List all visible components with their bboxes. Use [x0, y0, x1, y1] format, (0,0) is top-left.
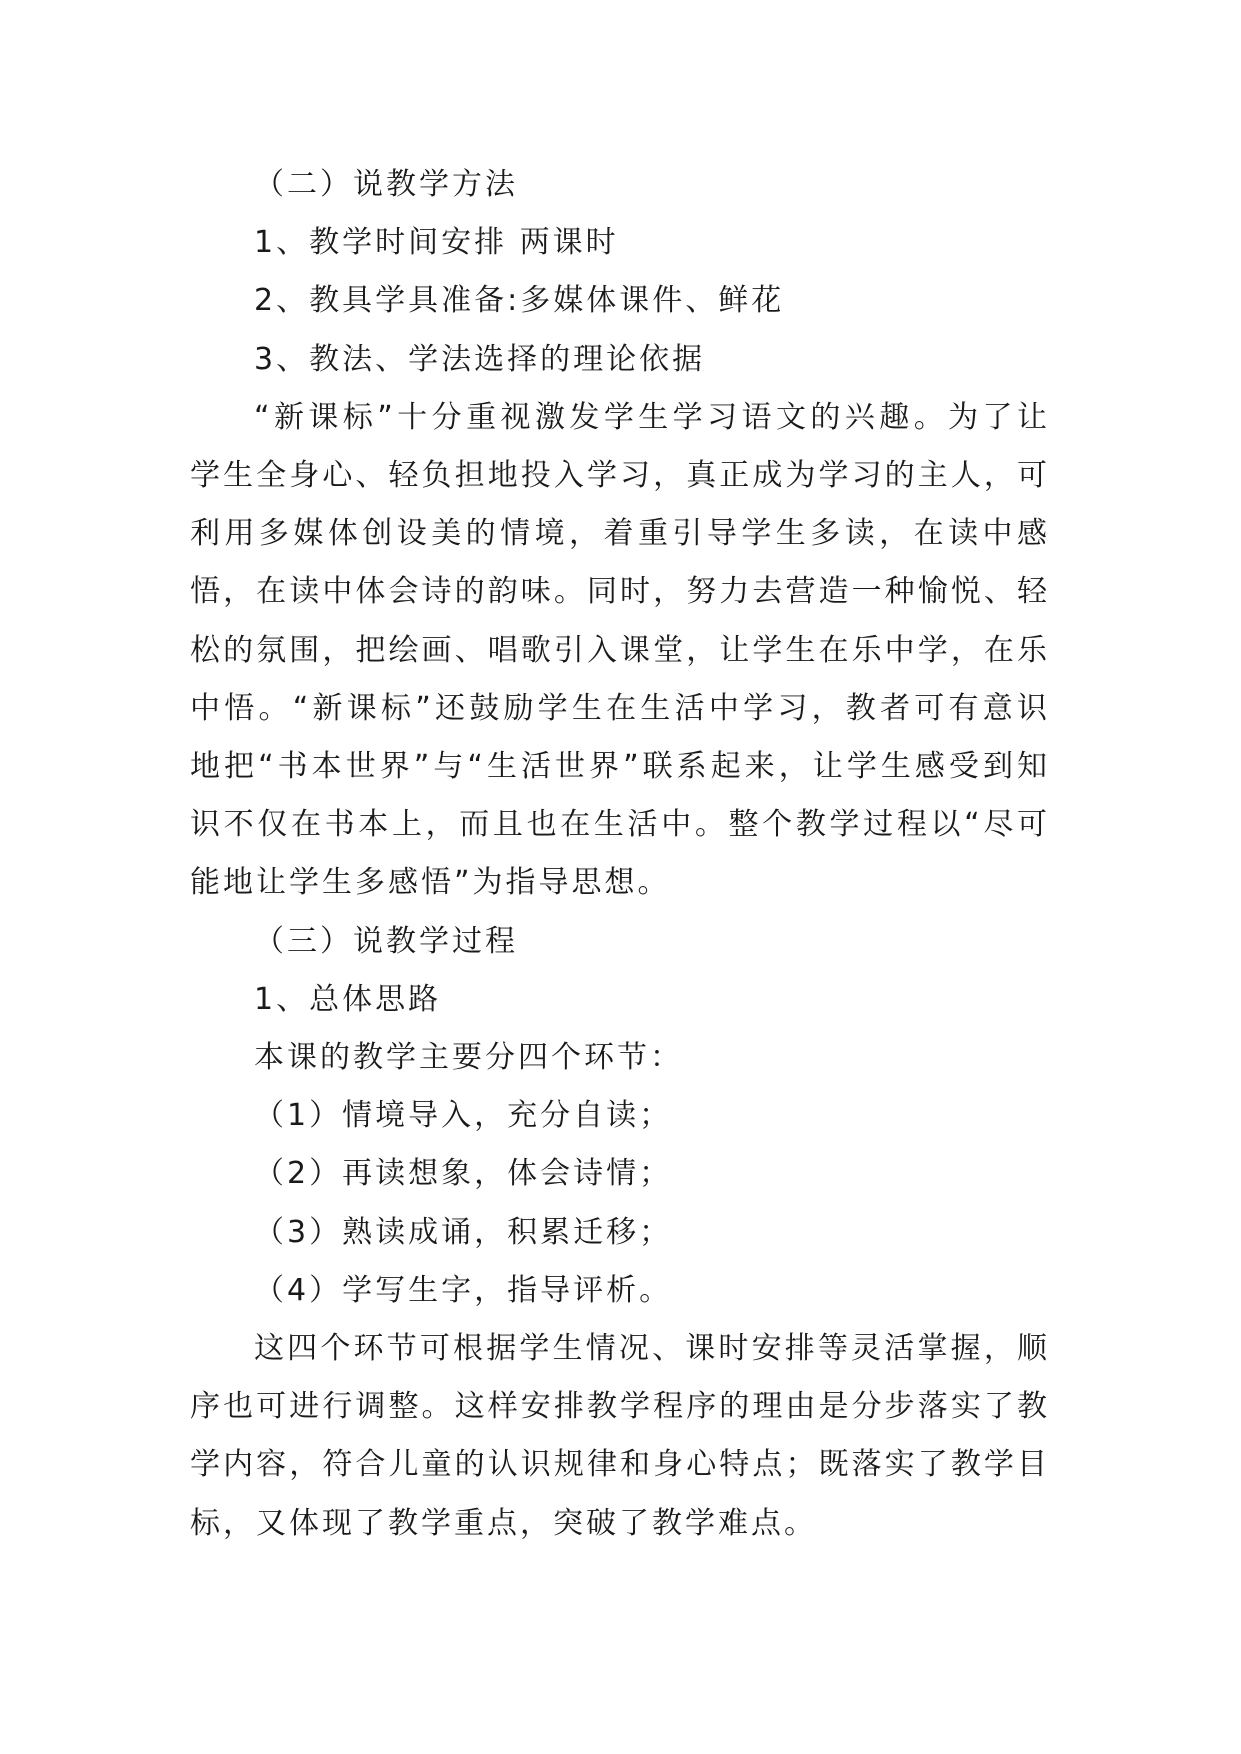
list-item-teaching-aids: 2、教具学具准备:多媒体课件、鲜花	[254, 283, 785, 319]
process-step: （2）再读想象，体会诗情；	[254, 1156, 673, 1192]
process-intro: 本课的教学主要分四个环节：	[254, 1040, 683, 1076]
section-heading-teaching-process: （三）说教学过程	[254, 923, 518, 959]
paragraph-process-rationale: 这四个环节可根据学生情况、课时安排等灵活掌握，顺序也可进行调整。这样安排教学程序的理由是分步落实了教学内容，符合儿童的认识规律和身心特点；既落实了教学目标，又体现了教学重点，突破了教学难点。	[190, 1331, 1050, 1541]
process-step: （4）学写生字，指导评析。	[254, 1272, 673, 1308]
list-item-overall-approach: 1、总体思路	[254, 981, 442, 1017]
list-item-time-arrangement: 1、教学时间安排 两课时	[254, 225, 619, 261]
process-step: （1）情境导入，充分自读；	[254, 1098, 673, 1134]
process-step: （3）熟读成诵，积累迁移；	[254, 1214, 673, 1250]
paragraph-new-curriculum: “新课标”十分重视激发学生学习语文的兴趣。为了让学生全身心、轻负担地投入学习，真正成为学习的主人，可利用多媒体创设美的情境，着重引导学生多读，在读中感悟，在读中体会诗的韵味。同时，努力去营造一种愉悦、轻松的氛围，把绘画、唱歌引入课堂，让学生在乐中学，在乐中悟。“新课标”还鼓励学生在生活中学习，教者可有意识地把“书本世界”与“生活世界”联系起来，让学生感受到知识不仅在书本上，而且也在生活中。整个教学过程以“尽可能地让学生多感悟”为指导思想。	[190, 399, 1050, 901]
section-heading-teaching-methods: （二）说教学方法	[254, 167, 518, 202]
list-item-theoretical-basis: 3、教法、学法选择的理论依据	[254, 341, 706, 377]
document-body	[190, 156, 1050, 1553]
